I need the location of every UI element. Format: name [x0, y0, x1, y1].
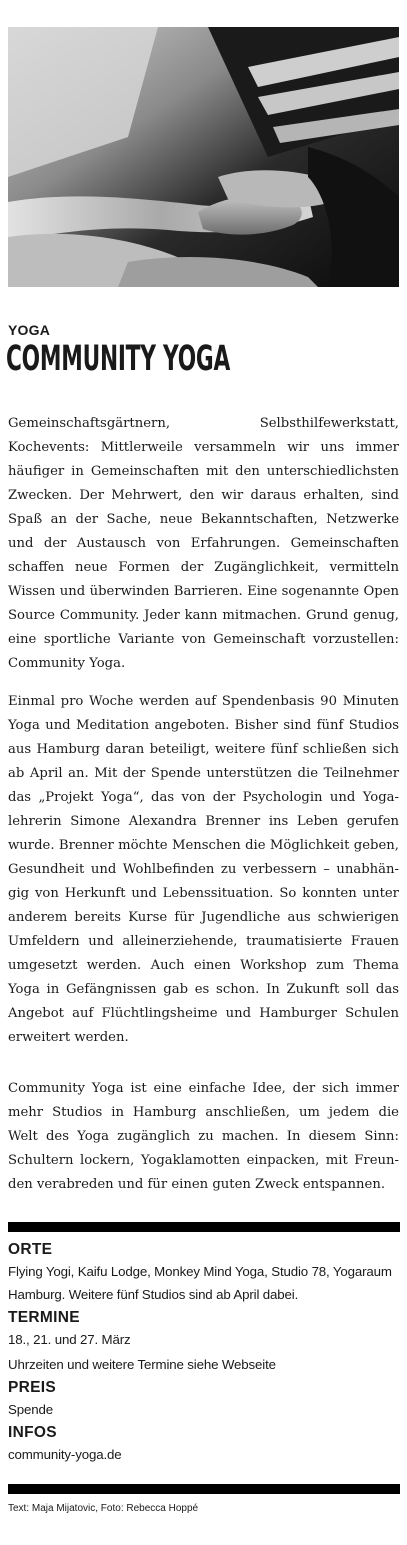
article-paragraph-1: Gemeinschaftsgärtnern, Selbsthilfewerkstatt, Kochevents: Mittlerweile versammeln wir uns immer häufiger in Gemeinschaften mit den unterschiedlichsten Zwecken. Der Mehrwert, den wir daraus erhalten, sind Spaß an der Sache, neue Bekanntschaften, Netzwerke und der Austausch von Erfahrungen. Gemeinschaften schaffen neue Formen der Zugänglichkeit, vermitteln Wissen und überwinden Barrieren. Eine sogenannte Open Source Community. Jeder kann mitmachen. Grund genug, eine sportliche Variante von Gemeinschaft vorzustellen: Community Yoga. — [8, 416, 399, 671]
termine-dates: 18., 21. und 27. März — [8, 1332, 131, 1347]
infos-heading: INFOS — [8, 1424, 57, 1441]
article-kicker: YOGA — [8, 322, 51, 338]
infos-website-link[interactable]: community-yoga.de — [8, 1447, 122, 1462]
info-box-bottom-rule — [8, 1484, 400, 1494]
termine-note: Uhrzeiten und weitere Termine siehe Webseite — [8, 1357, 276, 1372]
preis-heading: PREIS — [8, 1379, 57, 1396]
orte-text: Flying Yogi, Kaifu Lodge, Monkey Mind Yoga, Studio 78, Yogaraum Hamburg. Weitere fünf Studios sind ab April dabei. — [8, 1264, 392, 1302]
article-paragraph-3: Community Yoga ist eine einfache Idee, der sich immer mehr Studios in Hamburg anschließen, um jedem die Welt des Yoga zugänglich zu machen. In diesem Sinn: Schultern lockern, Yogaklamotten einpacken, mit Freunden verabreden und für einen guten Zweck entspannen. — [8, 1081, 399, 1192]
article-photo — [8, 27, 399, 287]
orte-heading: ORTE — [8, 1241, 53, 1258]
termine-heading: TERMINE — [8, 1309, 80, 1326]
info-box — [8, 1240, 400, 1468]
hands-photo-illustration — [8, 27, 399, 287]
info-box-top-rule — [8, 1222, 400, 1232]
preis-text: Spende — [8, 1402, 53, 1417]
article-title: COMMUNITY YOGA — [6, 339, 231, 379]
photo-text-credit: Text: Maja Mijatovic, Foto: Rebecca Hoppé — [8, 1503, 199, 1514]
article-paragraph-2: Einmal pro Woche werden auf Spendenbasis 90 Minuten Yoga und Meditation angeboten. Bisher sind fünf Studios aus Hamburg daran beteiligt, weitere fünf schließen sich ab April an. Mit der Spende unterstützen die Teilnehmer das „Projekt Yoga“, das von der Psychologin und Yogalehrerin Simone Alexandra Brenner ins Leben gerufen wurde. Brenner möchte Menschen die Möglichkeit geben, Gesundheit und Wohlbefinden zu verbessern – unabhängig von Herkunft und Lebenssituation. So konnten unter anderem bereits Kurse für Jugendliche aus schwierigen Umfeldern und alleinerziehende, traumatisierte Frauen umgesetzt werden. Auch einen Workshop zum Thema Yoga in Gefängnissen gab es schon. In Zukunft soll das Angebot auf Flüchtlingsheime und Hamburger Schulen erweitert werden. — [8, 694, 399, 1045]
